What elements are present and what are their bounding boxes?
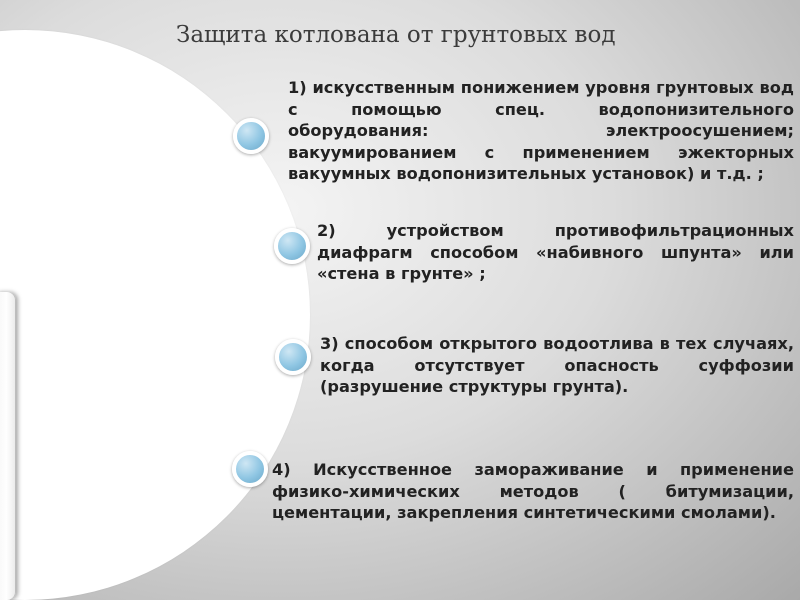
circle-bullet-icon [232,451,268,487]
slide-title: Защита котлована от грунтовых вод [176,22,616,48]
decorative-white-circle [0,30,310,600]
list-item: 3) способом открытого водоотлива в тех случаях, когда отсутствует опасность суффозии (разрушение структуры грунта). [320,334,794,396]
circle-bullet-icon [233,118,269,154]
decorative-left-panel [0,292,16,600]
list-item: 4) Искусственное замораживание и применение физико-химических методов ( битумизации, цементации, закрепления синтетическими смолами). [272,460,794,522]
circle-bullet-icon [274,228,310,264]
circle-bullet-icon [275,339,311,375]
list-item: 1) искусственным понижением уровня грунтовых вод с помощью спец. водопонизительного оборудования: электроосушением; вакуумированием с применением эжекторных вакуумных водопонизительных установок) и т.д. ; [288,78,794,183]
list-item: 2) устройством противофильтрационных диафрагм способом «набивного шпунта» или «стена в грунте» ; [317,221,794,283]
